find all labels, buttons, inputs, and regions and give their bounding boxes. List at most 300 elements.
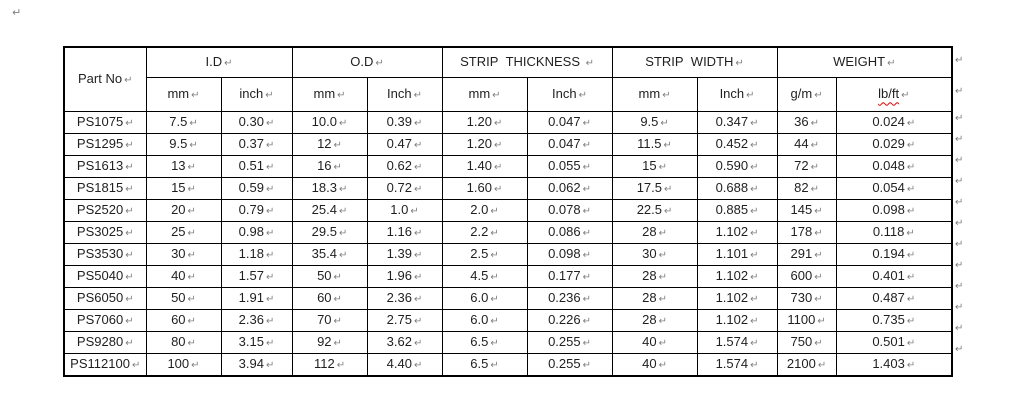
value-cell[interactable] bbox=[292, 354, 367, 377]
value-cell[interactable] bbox=[836, 112, 952, 134]
value-cell[interactable] bbox=[221, 178, 292, 200]
value-cell[interactable] bbox=[146, 134, 221, 156]
cell-text: 82 bbox=[794, 180, 809, 196]
value-cell[interactable] bbox=[146, 200, 221, 222]
cell-text: PS1613 bbox=[76, 158, 124, 174]
value-cell[interactable] bbox=[367, 112, 442, 134]
paragraph-mark: ↵ bbox=[817, 316, 826, 328]
value-cell[interactable] bbox=[527, 134, 612, 156]
value-cell[interactable] bbox=[527, 332, 612, 354]
value-cell[interactable] bbox=[612, 222, 697, 244]
value-cell[interactable] bbox=[612, 112, 697, 134]
value-cell[interactable] bbox=[777, 112, 836, 134]
value-cell[interactable] bbox=[836, 354, 952, 377]
value-cell[interactable] bbox=[697, 266, 777, 288]
cell-text: 4.5 bbox=[470, 268, 489, 284]
cell-text: 40 bbox=[642, 356, 657, 372]
paragraph-mark: ↵ bbox=[125, 228, 134, 240]
value-cell[interactable] bbox=[442, 200, 527, 222]
paragraph-mark: ↵ bbox=[750, 184, 759, 196]
header-cell-strip-width[interactable] bbox=[612, 47, 777, 78]
cell-text: 1.18 bbox=[238, 246, 264, 262]
cell-text: 9.5 bbox=[640, 114, 659, 130]
cell-text: 1.57 bbox=[238, 268, 264, 284]
value-cell[interactable] bbox=[697, 112, 777, 134]
value-cell[interactable] bbox=[146, 354, 221, 377]
value-cell[interactable] bbox=[527, 112, 612, 134]
table-row bbox=[64, 178, 952, 200]
value-cell[interactable] bbox=[146, 244, 221, 266]
part-no-cell[interactable] bbox=[64, 134, 146, 156]
value-cell[interactable] bbox=[292, 332, 367, 354]
value-cell[interactable] bbox=[527, 178, 612, 200]
value-cell[interactable] bbox=[836, 156, 952, 178]
paragraph-mark: ↵ bbox=[413, 338, 423, 350]
part-no-cell[interactable] bbox=[64, 288, 146, 310]
paragraph-mark: ↵ bbox=[810, 118, 819, 130]
cell-text: 1.96 bbox=[386, 268, 412, 284]
value-cell[interactable] bbox=[367, 200, 442, 222]
value-cell[interactable] bbox=[527, 222, 612, 244]
value-cell[interactable] bbox=[221, 134, 292, 156]
value-cell[interactable] bbox=[292, 222, 367, 244]
cell-text: 2.2 bbox=[470, 224, 489, 240]
value-cell[interactable] bbox=[612, 354, 697, 377]
value-cell[interactable] bbox=[836, 288, 952, 310]
paragraph-mark: ↵ bbox=[814, 90, 823, 102]
part-no-cell[interactable] bbox=[64, 222, 146, 244]
paragraph-mark: ↵ bbox=[490, 228, 499, 240]
paragraph-mark: ↵ bbox=[413, 360, 423, 372]
value-cell[interactable] bbox=[292, 178, 367, 200]
paragraph-mark: ↵ bbox=[265, 184, 275, 196]
value-cell[interactable] bbox=[221, 200, 292, 222]
value-cell[interactable] bbox=[836, 332, 952, 354]
paragraph-mark: ↵ bbox=[578, 90, 588, 102]
value-cell[interactable] bbox=[367, 244, 442, 266]
cell-text: 0.501 bbox=[872, 334, 905, 350]
cell-text: 2.36 bbox=[386, 290, 412, 306]
cell-text: 2.0 bbox=[470, 202, 489, 218]
value-cell[interactable] bbox=[697, 288, 777, 310]
value-cell[interactable] bbox=[442, 156, 527, 178]
cell-text: 40 bbox=[171, 268, 186, 284]
paragraph-mark: ↵ bbox=[664, 184, 673, 196]
paragraph-mark: ↵ bbox=[125, 250, 134, 262]
cell-text: 3.62 bbox=[386, 334, 412, 350]
header-cell-strip-thickness[interactable] bbox=[442, 47, 612, 78]
value-cell[interactable] bbox=[367, 310, 442, 332]
value-cell[interactable] bbox=[146, 178, 221, 200]
value-cell[interactable] bbox=[442, 354, 527, 377]
row-end-mark: ↵ bbox=[955, 343, 964, 355]
cell-text: 112 bbox=[313, 356, 335, 372]
value-cell[interactable] bbox=[367, 222, 442, 244]
value-cell[interactable] bbox=[292, 288, 367, 310]
value-cell[interactable] bbox=[292, 266, 367, 288]
paragraph-mark: ↵ bbox=[338, 250, 348, 262]
paragraph-mark: ↵ bbox=[125, 338, 134, 350]
paragraph-mark: ↵ bbox=[750, 140, 759, 152]
paragraph-mark: ↵ bbox=[333, 316, 342, 328]
part-no-cell[interactable] bbox=[64, 112, 146, 134]
value-cell[interactable] bbox=[697, 222, 777, 244]
header-cell-od[interactable] bbox=[292, 47, 442, 78]
value-cell[interactable] bbox=[221, 244, 292, 266]
cell-text: 0.47 bbox=[386, 136, 412, 152]
unit-label: mm bbox=[468, 86, 491, 102]
paragraph-mark: ↵ bbox=[582, 250, 591, 262]
value-cell[interactable] bbox=[836, 310, 952, 332]
paragraph-mark: ↵ bbox=[191, 360, 200, 372]
value-cell[interactable] bbox=[146, 332, 221, 354]
cell-text: 0.688 bbox=[715, 180, 749, 196]
value-cell[interactable] bbox=[697, 200, 777, 222]
cell-text: 0.047 bbox=[548, 114, 581, 130]
paragraph-mark: ↵ bbox=[333, 272, 342, 284]
value-cell[interactable] bbox=[367, 266, 442, 288]
value-cell[interactable] bbox=[292, 244, 367, 266]
value-cell[interactable] bbox=[777, 222, 836, 244]
cell-text: 0.347 bbox=[715, 114, 749, 130]
value-cell[interactable] bbox=[612, 288, 697, 310]
value-cell[interactable] bbox=[612, 178, 697, 200]
value-cell[interactable] bbox=[146, 112, 221, 134]
cell-text: 0.487 bbox=[872, 290, 905, 306]
value-cell[interactable] bbox=[442, 222, 527, 244]
unit-cell-thickness-inch[interactable] bbox=[527, 78, 612, 112]
paragraph-mark: ↵ bbox=[810, 162, 819, 174]
cell-text: PS3025 bbox=[76, 224, 124, 240]
header-label: O.D bbox=[350, 54, 374, 70]
part-no-cell[interactable] bbox=[64, 156, 146, 178]
paragraph-mark: ↵ bbox=[582, 228, 591, 240]
value-cell[interactable] bbox=[612, 332, 697, 354]
row-end-mark: ↵ bbox=[955, 85, 964, 97]
value-cell[interactable] bbox=[777, 200, 836, 222]
value-cell[interactable] bbox=[527, 200, 612, 222]
cell-text: 0.086 bbox=[548, 224, 581, 240]
value-cell[interactable] bbox=[221, 310, 292, 332]
cell-text: 29.5 bbox=[311, 224, 337, 240]
value-cell[interactable] bbox=[442, 266, 527, 288]
cell-text: 92 bbox=[317, 334, 332, 350]
part-no-cell[interactable] bbox=[64, 200, 146, 222]
value-cell[interactable] bbox=[836, 200, 952, 222]
value-cell[interactable] bbox=[612, 200, 697, 222]
value-cell[interactable] bbox=[221, 266, 292, 288]
paragraph-mark: ↵ bbox=[413, 90, 422, 102]
paragraph-mark: ↵ bbox=[12, 6, 22, 19]
value-cell[interactable] bbox=[697, 134, 777, 156]
paragraph-mark: ↵ bbox=[582, 360, 591, 372]
paragraph-mark: ↵ bbox=[187, 184, 196, 196]
value-cell[interactable] bbox=[146, 222, 221, 244]
value-cell[interactable] bbox=[442, 288, 527, 310]
cell-text: 0.048 bbox=[872, 158, 905, 174]
spring-spec-table bbox=[63, 46, 953, 377]
paragraph-mark: ↵ bbox=[490, 294, 499, 306]
unit-cell-lbft[interactable] bbox=[836, 78, 952, 112]
cell-text: 0.118 bbox=[872, 224, 905, 240]
cell-text: 0.255 bbox=[548, 334, 581, 350]
cell-text: 1.102 bbox=[715, 268, 749, 284]
cell-text: 20 bbox=[171, 202, 186, 218]
header-cell-weight[interactable] bbox=[777, 47, 952, 78]
value-cell[interactable] bbox=[527, 244, 612, 266]
paragraph-mark: ↵ bbox=[582, 294, 591, 306]
unit-cell-id-mm[interactable] bbox=[146, 78, 221, 112]
unit-label: g/m bbox=[790, 86, 813, 102]
cell-text: 22.5 bbox=[636, 202, 662, 218]
cell-text: PS3530 bbox=[76, 246, 124, 262]
value-cell[interactable] bbox=[367, 156, 442, 178]
value-cell[interactable] bbox=[292, 310, 367, 332]
value-cell[interactable] bbox=[697, 310, 777, 332]
value-cell[interactable] bbox=[527, 354, 612, 377]
value-cell[interactable] bbox=[146, 266, 221, 288]
value-cell[interactable] bbox=[612, 156, 697, 178]
value-cell[interactable] bbox=[836, 178, 952, 200]
cell-text: 1.40 bbox=[466, 158, 492, 174]
value-cell[interactable] bbox=[527, 266, 612, 288]
cell-text: 80 bbox=[171, 334, 186, 350]
unit-cell-id-inch[interactable] bbox=[221, 78, 292, 112]
cell-text: 6.5 bbox=[470, 334, 489, 350]
cell-text: 0.226 bbox=[548, 312, 581, 328]
cell-text: 0.62 bbox=[386, 158, 412, 174]
value-cell[interactable] bbox=[292, 156, 367, 178]
cell-text: 0.078 bbox=[548, 202, 581, 218]
cell-text: 16 bbox=[317, 158, 332, 174]
paragraph-mark: ↵ bbox=[265, 162, 275, 174]
value-cell[interactable] bbox=[221, 156, 292, 178]
table-body bbox=[64, 112, 952, 377]
value-cell[interactable] bbox=[697, 354, 777, 377]
cell-text: 44 bbox=[794, 136, 809, 152]
value-cell[interactable] bbox=[146, 156, 221, 178]
value-cell[interactable] bbox=[442, 310, 527, 332]
cell-text: 0.59 bbox=[238, 180, 264, 196]
cell-text: 145 bbox=[790, 202, 813, 218]
cell-text: 0.98 bbox=[238, 224, 264, 240]
value-cell[interactable] bbox=[367, 354, 442, 377]
value-cell[interactable] bbox=[367, 178, 442, 200]
cell-text: 12 bbox=[317, 136, 332, 152]
cell-text: PS112100 bbox=[70, 356, 130, 372]
value-cell[interactable] bbox=[442, 244, 527, 266]
unit-cell-od-inch[interactable] bbox=[367, 78, 442, 112]
paragraph-mark: ↵ bbox=[413, 250, 423, 262]
paragraph-mark: ↵ bbox=[906, 184, 916, 196]
paragraph-mark: ↵ bbox=[906, 360, 916, 372]
paragraph-mark: ↵ bbox=[333, 140, 342, 152]
paragraph-mark: ↵ bbox=[490, 316, 499, 328]
paragraph-mark: ↵ bbox=[189, 118, 198, 130]
paragraph-mark: ↵ bbox=[906, 316, 916, 328]
value-cell[interactable] bbox=[697, 244, 777, 266]
table-row bbox=[64, 266, 952, 288]
cell-text: 60 bbox=[317, 290, 332, 306]
cell-text: 0.177 bbox=[548, 268, 581, 284]
cell-text: 13 bbox=[171, 158, 186, 174]
value-cell[interactable] bbox=[442, 178, 527, 200]
value-cell[interactable] bbox=[777, 156, 836, 178]
cell-text: PS7060 bbox=[76, 312, 124, 328]
cell-text: 1.403 bbox=[872, 356, 905, 372]
paragraph-mark: ↵ bbox=[187, 316, 196, 328]
value-cell[interactable] bbox=[836, 244, 952, 266]
unit-cell-thickness-mm[interactable] bbox=[442, 78, 527, 112]
value-cell[interactable] bbox=[612, 244, 697, 266]
value-cell[interactable] bbox=[221, 288, 292, 310]
unit-cell-width-mm[interactable] bbox=[612, 78, 697, 112]
part-no-cell[interactable] bbox=[64, 310, 146, 332]
cell-text: 291 bbox=[790, 246, 813, 262]
value-cell[interactable] bbox=[527, 310, 612, 332]
value-cell[interactable] bbox=[527, 156, 612, 178]
unit-cell-gm[interactable] bbox=[777, 78, 836, 112]
value-cell[interactable] bbox=[527, 288, 612, 310]
value-cell[interactable] bbox=[442, 112, 527, 134]
cell-text: 50 bbox=[171, 290, 186, 306]
row-end-mark: ↵ bbox=[955, 154, 964, 166]
cell-text: 0.098 bbox=[548, 246, 581, 262]
paragraph-mark: ↵ bbox=[493, 140, 503, 152]
table-row bbox=[64, 332, 952, 354]
paragraph-mark: ↵ bbox=[490, 206, 499, 218]
cell-text: 1.574 bbox=[715, 356, 749, 372]
value-cell[interactable] bbox=[777, 244, 836, 266]
paragraph-mark: ↵ bbox=[189, 140, 198, 152]
row-end-mark: ↵ bbox=[955, 54, 964, 66]
cell-text: 28 bbox=[642, 290, 657, 306]
part-no-cell[interactable] bbox=[64, 332, 146, 354]
paragraph-mark: ↵ bbox=[413, 184, 423, 196]
paragraph-mark: ↵ bbox=[750, 228, 759, 240]
value-cell[interactable] bbox=[442, 332, 527, 354]
value-cell[interactable] bbox=[836, 222, 952, 244]
value-cell[interactable] bbox=[777, 288, 836, 310]
value-cell[interactable] bbox=[221, 222, 292, 244]
header-cell-id[interactable] bbox=[146, 47, 292, 78]
paragraph-mark: ↵ bbox=[658, 228, 667, 240]
paragraph-mark: ↵ bbox=[887, 58, 896, 70]
paragraph-mark: ↵ bbox=[265, 90, 274, 102]
value-cell[interactable] bbox=[292, 112, 367, 134]
paragraph-mark: ↵ bbox=[814, 206, 823, 218]
value-cell[interactable] bbox=[221, 112, 292, 134]
cell-text: 15 bbox=[171, 180, 186, 196]
unit-label: lb/ft bbox=[878, 86, 900, 102]
value-cell[interactable] bbox=[612, 266, 697, 288]
value-cell[interactable] bbox=[146, 288, 221, 310]
header-cell-part-no[interactable] bbox=[64, 47, 146, 112]
paragraph-mark: ↵ bbox=[582, 206, 591, 218]
cell-text: 25.4 bbox=[311, 202, 337, 218]
paragraph-mark: ↵ bbox=[750, 272, 759, 284]
cell-text: PS6050 bbox=[76, 290, 124, 306]
paragraph-mark: ↵ bbox=[810, 140, 819, 152]
cell-text: 1.60 bbox=[466, 180, 492, 196]
paragraph-mark: ↵ bbox=[582, 184, 591, 196]
part-no-cell[interactable] bbox=[64, 178, 146, 200]
value-cell[interactable] bbox=[777, 134, 836, 156]
paragraph-mark: ↵ bbox=[906, 118, 916, 130]
cell-text: 50 bbox=[317, 268, 332, 284]
paragraph-mark: ↵ bbox=[735, 58, 744, 70]
paragraph-mark: ↵ bbox=[582, 162, 591, 174]
paragraph-mark: ↵ bbox=[662, 90, 671, 102]
header-row-units bbox=[64, 78, 952, 112]
value-cell[interactable] bbox=[836, 266, 952, 288]
value-cell[interactable] bbox=[777, 354, 836, 377]
unit-label: Inch bbox=[552, 86, 577, 102]
value-cell[interactable] bbox=[777, 332, 836, 354]
paragraph-mark: ↵ bbox=[493, 118, 503, 130]
unit-label: mm bbox=[638, 86, 661, 102]
value-cell[interactable] bbox=[777, 310, 836, 332]
cell-text: 35.4 bbox=[311, 246, 337, 262]
paragraph-mark: ↵ bbox=[906, 294, 916, 306]
row-end-mark: ↵ bbox=[955, 175, 964, 187]
paragraph-mark: ↵ bbox=[490, 360, 499, 372]
paragraph-mark: ↵ bbox=[585, 58, 594, 70]
cell-text: 0.024 bbox=[872, 114, 905, 130]
paragraph-mark: ↵ bbox=[750, 206, 759, 218]
cell-text: 0.590 bbox=[715, 158, 749, 174]
cell-text: 17.5 bbox=[636, 180, 662, 196]
part-no-cell[interactable] bbox=[64, 354, 146, 377]
value-cell[interactable] bbox=[442, 134, 527, 156]
cell-text: 28 bbox=[642, 312, 657, 328]
value-cell[interactable] bbox=[292, 134, 367, 156]
value-cell[interactable] bbox=[777, 266, 836, 288]
cell-text: PS2520 bbox=[76, 202, 124, 218]
paragraph-mark: ↵ bbox=[125, 140, 134, 152]
unit-cell-od-mm[interactable] bbox=[292, 78, 367, 112]
paragraph-mark: ↵ bbox=[814, 294, 823, 306]
table-row bbox=[64, 134, 952, 156]
paragraph-mark: ↵ bbox=[582, 338, 591, 350]
value-cell[interactable] bbox=[367, 332, 442, 354]
value-cell[interactable] bbox=[367, 288, 442, 310]
part-no-cell[interactable] bbox=[64, 244, 146, 266]
paragraph-mark: ↵ bbox=[658, 294, 667, 306]
value-cell[interactable] bbox=[777, 178, 836, 200]
value-cell[interactable] bbox=[367, 134, 442, 156]
cell-text: 0.055 bbox=[548, 158, 581, 174]
unit-cell-width-inch[interactable] bbox=[697, 78, 777, 112]
value-cell[interactable] bbox=[697, 178, 777, 200]
paragraph-mark: ↵ bbox=[492, 90, 501, 102]
value-cell[interactable] bbox=[697, 156, 777, 178]
cell-text: 750 bbox=[790, 334, 813, 350]
value-cell[interactable] bbox=[221, 354, 292, 377]
value-cell[interactable] bbox=[221, 332, 292, 354]
part-no-cell[interactable] bbox=[64, 266, 146, 288]
value-cell[interactable] bbox=[612, 134, 697, 156]
value-cell[interactable] bbox=[292, 200, 367, 222]
paragraph-mark: ↵ bbox=[490, 338, 499, 350]
value-cell[interactable] bbox=[146, 310, 221, 332]
value-cell[interactable] bbox=[612, 310, 697, 332]
paragraph-mark: ↵ bbox=[333, 338, 342, 350]
paragraph-mark: ↵ bbox=[814, 228, 823, 240]
value-cell[interactable] bbox=[836, 134, 952, 156]
paragraph-mark: ↵ bbox=[413, 272, 423, 284]
value-cell[interactable] bbox=[697, 332, 777, 354]
